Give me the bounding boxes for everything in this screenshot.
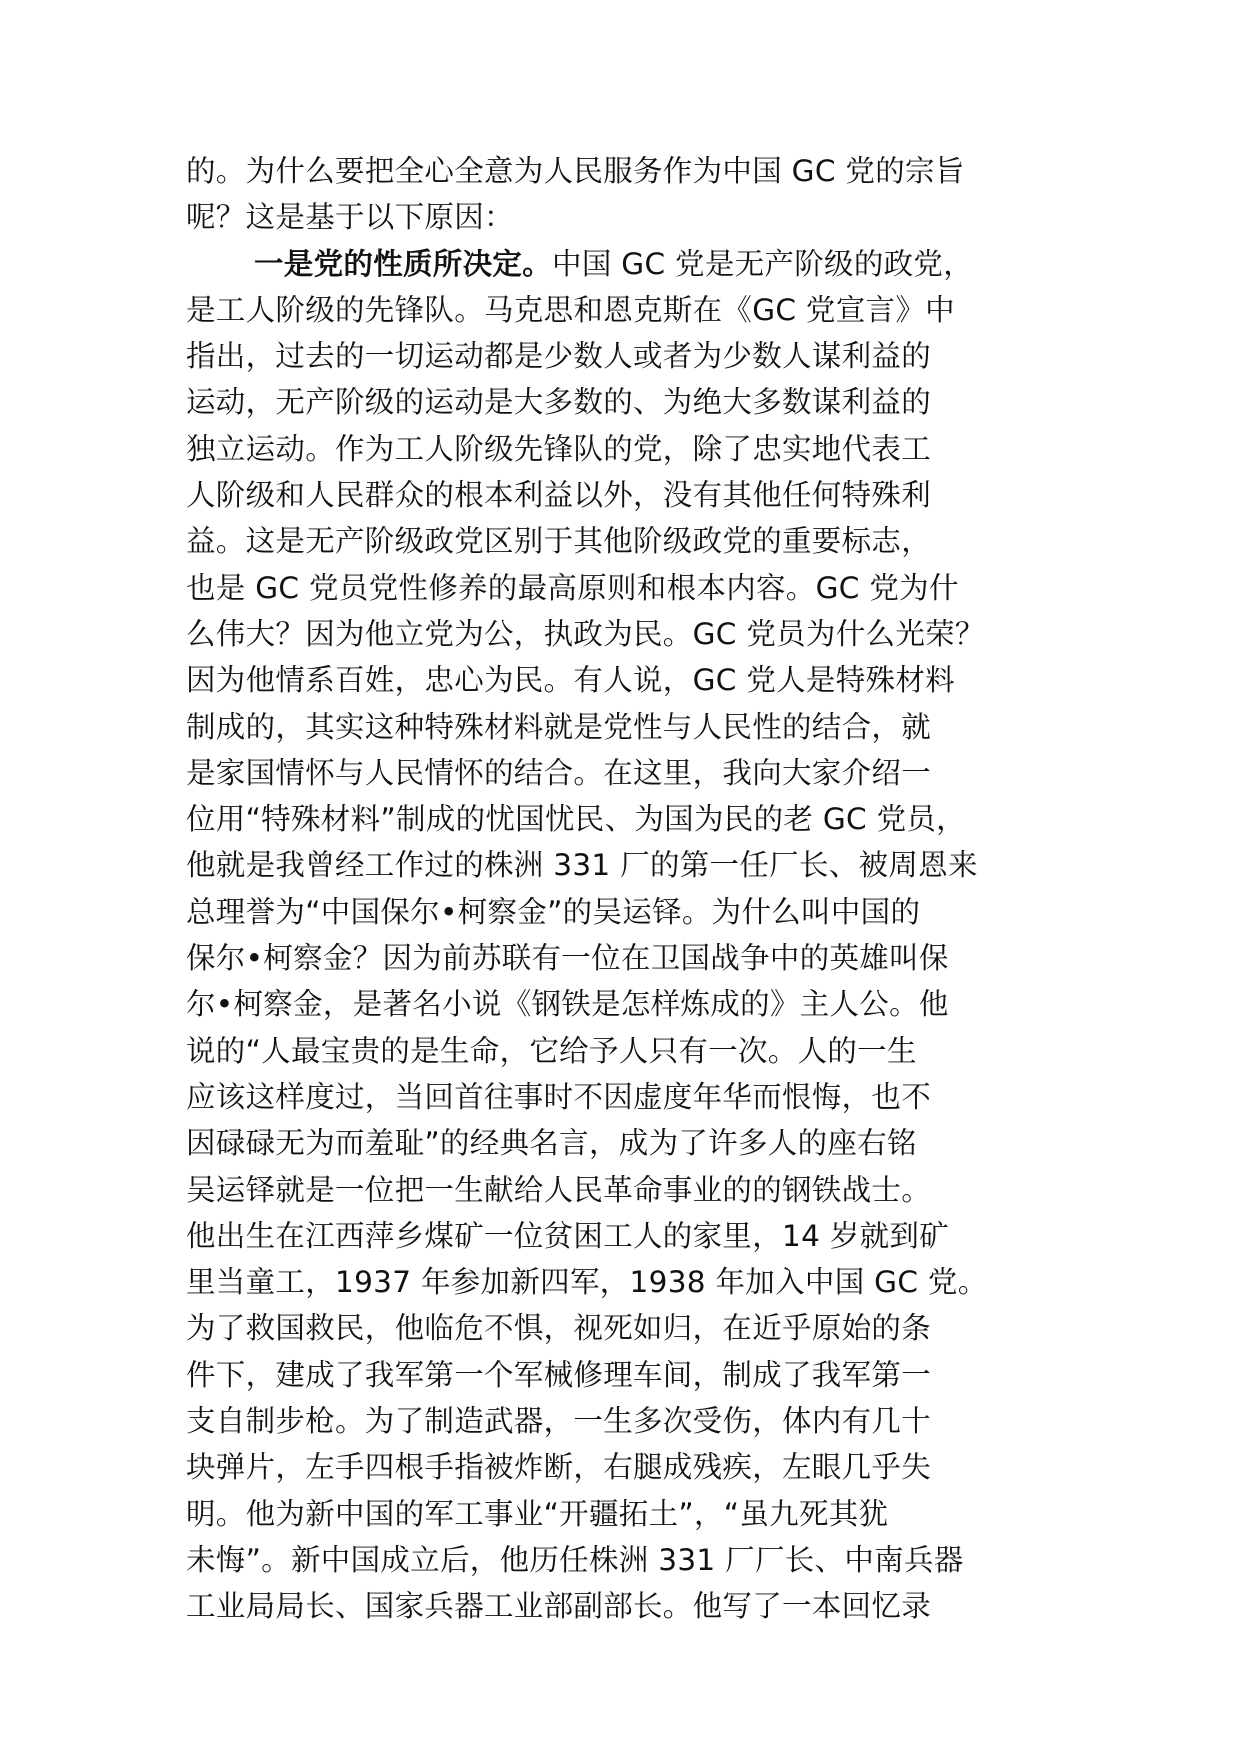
text-line: 保尔•柯察金？因为前苏联有一位在卫国战争中的英雄叫保 bbox=[186, 941, 949, 976]
text-line: 未悔”。新中国成立后，他历任株洲 331 厂厂长、中南兵器 bbox=[186, 1542, 964, 1577]
text-line: 他就是我曾经工作过的株洲 331 厂的第一任厂长、被周恩来 bbox=[186, 848, 978, 883]
text-line: 指出，过去的一切运动都是少数人或者为少数人谋利益的 bbox=[186, 339, 932, 374]
text-line: 人阶级和人民群众的根本利益以外，没有其他任何特殊利 bbox=[186, 478, 932, 513]
text-line: 应该这样度过，当回首往事时不因虚度年华而恨悔，也不 bbox=[186, 1079, 932, 1114]
text-line: 总理誉为“中国保尔•柯察金”的吴运铎。为什么叫中国的 bbox=[186, 894, 921, 929]
text-line: 他出生在江西萍乡煤矿一位贫困工人的家里，14 岁就到矿 bbox=[186, 1218, 950, 1253]
text-line: 里当童工，1937 年参加新四军，1938 年加入中国 GC 党。 bbox=[186, 1265, 988, 1300]
text-line: 也是 GC 党员党性修养的最高原则和根本内容。GC 党为什 bbox=[186, 570, 959, 605]
text-line: 尔•柯察金，是著名小说《钢铁是怎样炼成的》主人公。他 bbox=[186, 987, 949, 1022]
text-line: 益。这是无产阶级政党区别于其他阶级政党的重要标志， bbox=[186, 524, 932, 559]
text-line: 制成的，其实这种特殊材料就是党性与人民性的结合，就 bbox=[186, 709, 932, 744]
body-text bbox=[186, 148, 1086, 1630]
text-run: 中国 GC 党是无产阶级的政党， bbox=[552, 246, 974, 281]
text-line: 运动，无产阶级的运动是大多数的、为绝大多数谋利益的 bbox=[186, 385, 932, 420]
text-line: 件下，建成了我军第一个军械修理车间，制成了我军第一 bbox=[186, 1357, 932, 1392]
text-line: 块弹片，左手四根手指被炸断，右腿成残疾，左眼几乎失 bbox=[186, 1450, 932, 1485]
text-line: 是家国情怀与人民情怀的结合。在这里，我向大家介绍一 bbox=[186, 755, 932, 790]
text-line: 么伟大？因为他立党为公，执政为民。GC 党员为什么光荣？ bbox=[186, 616, 985, 651]
text-line: 为了救国救民，他临危不惧，视死如归，在近乎原始的条 bbox=[186, 1311, 932, 1346]
text-line: 的。为什么要把全心全意为人民服务作为中国 GC 党的宗旨 bbox=[186, 154, 965, 188]
text-line: 明。他为新中国的军工事业“开疆拓土”，“虽九死其犹 bbox=[186, 1496, 889, 1531]
text-line: 是工人阶级的先锋队。马克思和恩克斯在《GC 党宣言》中 bbox=[186, 292, 955, 327]
text-line: 呢？这是基于以下原因： bbox=[186, 200, 514, 235]
text-line: 独立运动。作为工人阶级先锋队的党，除了忠实地代表工 bbox=[186, 431, 932, 466]
text-line: 因碌碌无为而羞耻”的经典名言，成为了许多人的座右铭 bbox=[186, 1126, 917, 1161]
text-line: 吴运铎就是一位把一生献给人民革命事业的的钢铁战士。 bbox=[186, 1172, 932, 1207]
paragraph-start-line bbox=[186, 241, 1086, 287]
text-line: 工业局局长、国家兵器工业部副部长。他写了一本回忆录 bbox=[186, 1589, 932, 1624]
paragraph-heading: 一是党的性质所决定。 bbox=[254, 246, 553, 281]
text-line: 位用“特殊材料”制成的忧国忧民、为国为民的老 GC 党员， bbox=[186, 802, 966, 837]
text-line: 支自制步枪。为了制造武器，一生多次受伤，体内有几十 bbox=[186, 1404, 932, 1439]
text-line: 因为他情系百姓，忠心为民。有人说，GC 党人是特殊材料 bbox=[186, 663, 955, 698]
text-line: 说的“人最宝贵的是生命，它给予人只有一次。人的一生 bbox=[186, 1033, 917, 1068]
